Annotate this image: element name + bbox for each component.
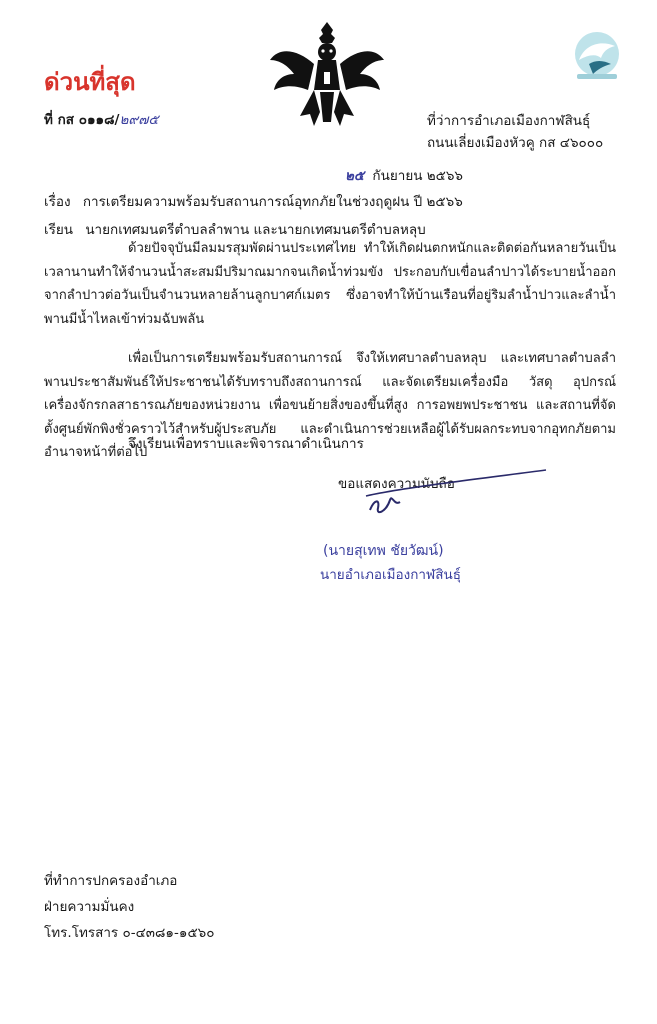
signer-position: นายอำเภอเมืองกาฬสินธุ์ xyxy=(320,567,461,583)
signer-name: (นายสุเทพ ชัยวัฒน์) xyxy=(323,543,444,559)
district-logo-icon xyxy=(567,30,627,82)
recipient-text: นายกเทศมนตรีตำบลลำพาน และนายกเทศมนตรีตำบลหลุบ xyxy=(85,222,426,238)
office-name: ที่ว่าการอำเภอเมืองกาฬสินธุ์ xyxy=(427,113,591,129)
regards-text: ขอแสดงความนับถือ xyxy=(338,476,455,492)
garuda-emblem-icon xyxy=(268,20,386,130)
document-date xyxy=(345,164,463,186)
handwritten-signature-icon xyxy=(360,460,560,520)
date-month-year: กันยายน ๒๕๖๖ xyxy=(372,168,463,184)
subject-label: เรื่อง xyxy=(44,194,71,210)
footer-phone: โทร.โทรสาร ๐-๔๓๘๑-๑๕๖๐ xyxy=(44,925,215,941)
document-number-handwritten: ๒๙๗๕ xyxy=(119,112,159,128)
subject-line xyxy=(44,190,463,212)
closing-request: จึงเรียนเพื่อทราบและพิจารณาดำเนินการ xyxy=(128,436,364,452)
paragraph-1-text: ด้วยปัจจุบันมีลมมรสุมพัดผ่านประเทศไทย ทำให้เกิดฝนตกหนักและติดต่อกันหลายวันเป็นเวลานานทำให้จำนวนน้ำสะสมมีปริมาณมากจนเกิดน้ำท่วมขัง ประกอบกับเขื่อนลำปาวได้ระบายน้ำออกจากลำปาวต่อวันเป็นจำนวนหลายล้านลูกบาศก์เมตร ซึ่งอาจทำให้บ้านเรือนที่อยู่ริมลำน้ำปาวและลำน้ำพานมีน้ำไหลเข้าท่วมฉับพลัน xyxy=(44,241,616,327)
document-number xyxy=(44,108,159,130)
recipient-label: เรียน xyxy=(44,222,74,238)
office-street: ถนนเลี่ยงเมืองหัวคู กส ๔๖๐๐๐ xyxy=(427,135,604,151)
subject-text: การเตรียมความพร้อมรับสถานการณ์อุทกภัยในช่วงฤดูฝน ปี ๒๕๖๖ xyxy=(82,194,463,210)
footer-section: ฝ่ายความมั่นคง xyxy=(44,899,135,915)
document-number-prefix: ที่ กส ๐๑๑๘/ xyxy=(44,112,120,128)
urgency-label: ด่วนที่สุด xyxy=(44,67,136,96)
footer-department: ที่ทำการปกครองอำเภอ xyxy=(44,873,178,889)
paragraph-2-text: เพื่อเป็นการเตรียมพร้อมรับสถานการณ์ จึงให้เทศบาลตำบลหลุบ และเทศบาลตำบลลำพานประชาสัมพันธ์ให้ประชาชนได้รับทราบถึงสถานการณ์ และจัดเตรียมเครื่องมือ วัสดุ อุปกรณ์ เครื่องจักรกลสาธารณภัยของหน่วยงาน เพื่อขนย้ายสิ่งของขึ้นที่สูง การอพยพประชาชน และสถานที่จัดตั้งศูนย์พักพิงชั่วคราวไว้สำหรับผู้ประสบภัย และดำเนินการช่วยเหลือผู้ได้รับผลกระทบจากอุทกภัยตามอำนาจหน้าที่ต่อไป xyxy=(44,351,616,460)
footer-contact-block xyxy=(44,868,214,946)
office-address-block xyxy=(427,110,603,154)
date-day-handwritten: ๒๕ xyxy=(345,168,365,184)
body-paragraph-1 xyxy=(44,237,616,331)
